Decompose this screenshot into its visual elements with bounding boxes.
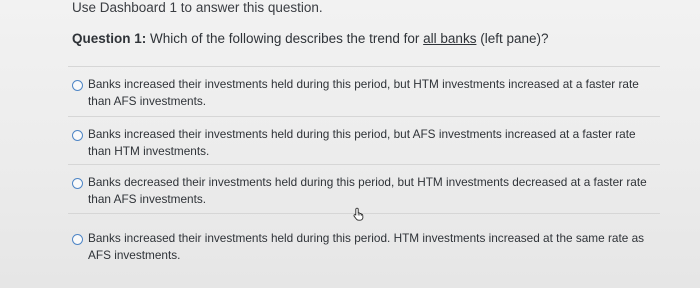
radio-button-icon[interactable] (72, 130, 83, 141)
answer-options (68, 66, 660, 273)
hand-pointer-icon (352, 207, 366, 221)
answer-option-3[interactable] (68, 164, 660, 213)
answer-option-4[interactable] (68, 213, 660, 273)
answer-option-1[interactable] (68, 66, 660, 116)
question-prompt (72, 31, 549, 46)
radio-button-icon[interactable] (72, 178, 83, 189)
question-number: Question 1: (72, 31, 147, 46)
answer-option-label[interactable]: Banks increased their investments held during this period, but HTM investments increased at a faster rate than AFS investments. (88, 77, 639, 108)
radio-button-icon[interactable] (72, 80, 83, 91)
answer-option-label[interactable]: Banks increased their investments held during this period. HTM investments increased at the same rate as AFS investments. (88, 231, 645, 262)
question-text-end: (left pane)? (476, 31, 549, 46)
question-underlined-text: all banks (423, 31, 477, 46)
answer-option-label[interactable]: Banks decreased their investments held during this period, but HTM investments decreased at a faster rate than AFS investments. (88, 175, 647, 206)
answer-option-2[interactable] (68, 116, 660, 164)
radio-button-icon[interactable] (72, 234, 83, 245)
question-text-start: Which of the following describes the trend for (146, 31, 424, 46)
answer-option-label[interactable]: Banks increased their investments held during this period, but AFS investments increased at a faster rate than HTM investments. (88, 127, 636, 158)
instruction-text: Use Dashboard 1 to answer this question. (72, 0, 323, 15)
